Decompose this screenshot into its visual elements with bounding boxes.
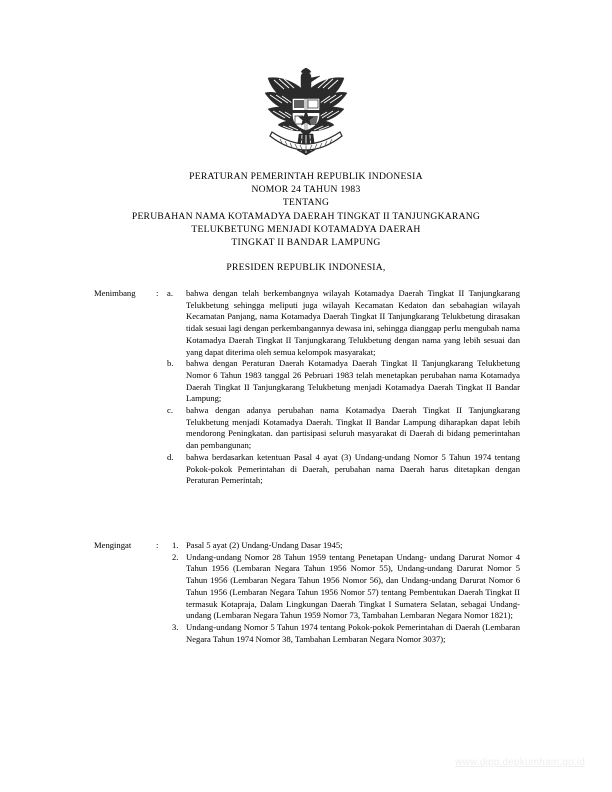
title-line-subject-3: TINGKAT II BANDAR LAMPUNG <box>231 237 381 249</box>
clause-marker: c. <box>167 405 173 416</box>
title-line-subject-2: TELUKBETUNG MENJADI KOTAMADYA DAERAH <box>191 223 421 235</box>
clause-marker: a. <box>167 288 173 298</box>
clause-marker: 3. <box>172 621 179 632</box>
clause-marker: b. <box>167 358 174 369</box>
garuda-pancasila-emblem <box>254 58 358 162</box>
clause-text: bahwa dengan telah berkembangnya wilayah Kotamadya Daerah Tingkat II Tanjungkarang Telukbetung sehingga meliputi juga wilayah Kecamatan Kedaton dan sebahagian wilayah Kecamatan Panjang, nama Kotamadya Daerah Tingkat II Tanjungkarang Telukbetung dirasakan tidak sesuai lagi dengan perkembangannya dewasa ini, sehingga dianggap perlu mengubah nama Kotamadya Daerah Tingkat II Tanjungkarang Telukbetung dengan nama yang lebih sesuai dan yang dapat diterima oleh semua kelompok masyarakat; <box>186 288 520 357</box>
clause-marker: d. <box>167 451 174 462</box>
section-colon-mengingat: : <box>156 540 159 550</box>
issuer-line: PRESIDEN REPUBLIK INDONESIA, <box>226 262 386 273</box>
clause-item <box>167 622 520 645</box>
document-title-block <box>46 170 566 249</box>
clause-marker: 1. <box>172 540 179 550</box>
clause-text: bahwa dengan Peraturan Daerah Kotamadya Daerah Tingkat II Tanjungkarang Telukbetung Nomor 6 Tahun 1983 tanggal 26 Pebruari 1983 telah menetapkan perubahan nama Kotamadya Daerah Tingkat II Tanjungkarang Telukbetung menjadi Kotamadya Daerah Tingkat II Bandar Lampung; <box>186 358 520 404</box>
clause-item <box>167 540 520 552</box>
title-line-number: NOMOR 24 TAHUN 1983 <box>251 184 361 196</box>
title-line-subject-1: PERUBAHAN NAMA KOTAMADYA DAERAH TINGKAT II TANJUNGKARANG <box>131 210 481 222</box>
clause-text: Undang-undang Nomor 28 Tahun 1959 tentang Penetapan Undang- undang Darurat Nomor 4 Tahun 1956 (Lembaran Negara Tahun 1956 Nomor 55), Undang-undang Darurat Nomor 5 Tahun 1956 (Lembaran Negara Tahun 1956 Nomor 56), dan Undang-undang Darurat Nomor 6 Tahun 1956 (Lembaran Negara Tahun 1956 Nomor 57) tentang Pembentukan Daerah Tingkat II termasuk Kotapraja, Dalam Lingkungan Daerah Tingkat I Sumatera Selatan, sebagai Undang-undang (Lembaran Negara Tahun 1959 Nomor 73, Tambahan Lembaran Negara Nomor 1821); <box>186 551 520 621</box>
clause-text: bahwa berdasarkan ketentuan Pasal 4 ayat (3) Undang-undang Nomor 5 Tahun 1974 tentang Pokok-pokok Pemerintahan di Daerah, perubahan nama Daerah harus ditetapkan dengan Peraturan Pemerintah; <box>186 451 520 486</box>
section-items-menimbang <box>167 288 520 487</box>
clause-text: Undang-undang Nomor 5 Tahun 1974 tentang Pokok-pokok Pemerintahan di Daerah (Lembaran Negara Tahun 1974 Nomor 38, Tambahan Lembaran Negara Nomor 3037); <box>186 621 520 644</box>
section-colon-menimbang: : <box>156 288 159 298</box>
section-items-mengingat <box>167 540 520 645</box>
clause-item <box>167 405 520 452</box>
clause-marker: 2. <box>172 551 179 562</box>
clause-item <box>167 358 520 405</box>
section-mengingat <box>94 540 520 645</box>
title-line-tentang: TENTANG <box>282 197 330 209</box>
section-label-menimbang: Menimbang <box>94 288 136 298</box>
emblem-container <box>0 58 612 167</box>
clause-item <box>167 288 520 358</box>
clause-text: bahwa dengan adanya perubahan nama Kotamadya Daerah Tingkat II Tanjungkarang Telukbetung menjadi Kotamadya Daerah. Tingkat II Bandar Lampung diharapkan dapat lebih mendorong Peningkatan. dan partisipasi seluruh masyarakat di Daerah di bidang pemerintahan dan pembangunan; <box>186 405 520 451</box>
footer-watermark: www.djpp.depkumham.go.id <box>455 757 585 768</box>
title-line-1: PERATURAN PEMERINTAH REPUBLIK INDONESIA <box>189 171 423 182</box>
clause-text: Pasal 5 ayat (2) Undang-Undang Dasar 1945; <box>186 540 343 550</box>
clause-item <box>167 452 520 487</box>
section-menimbang <box>94 288 520 487</box>
clause-item <box>167 552 520 622</box>
section-label-mengingat: Mengingat <box>94 540 132 550</box>
